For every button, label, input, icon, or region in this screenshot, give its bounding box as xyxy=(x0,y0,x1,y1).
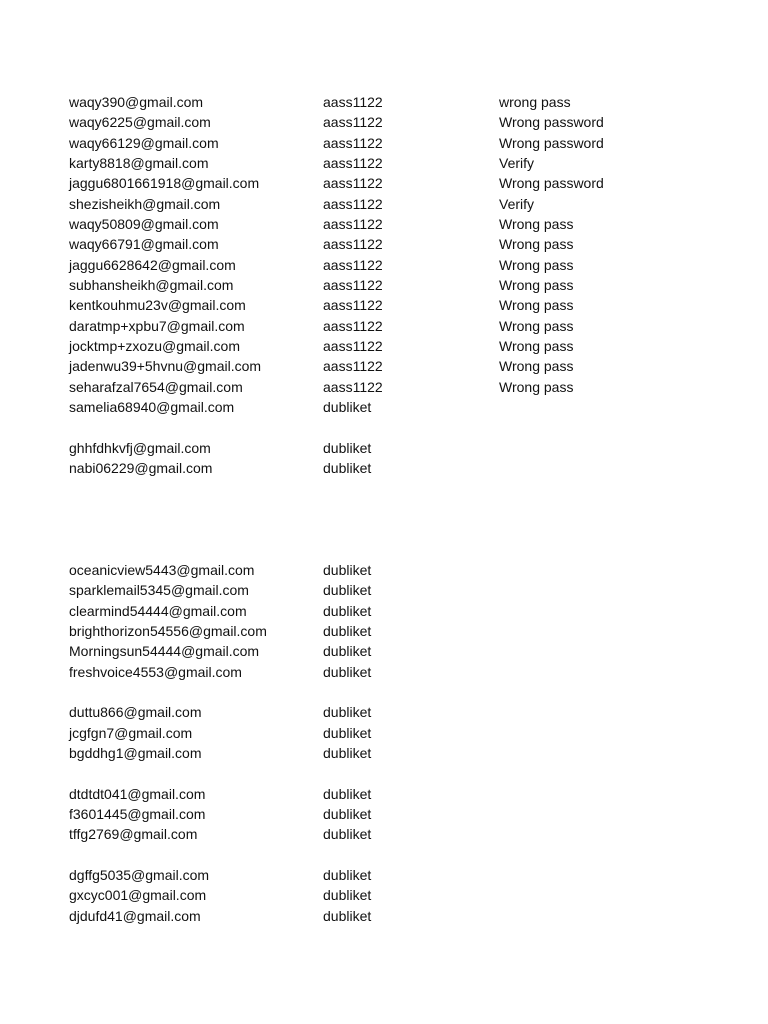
password-cell: aass1122 xyxy=(323,114,383,131)
password-cell: aass1122 xyxy=(323,297,383,314)
table-row xyxy=(69,397,709,417)
email-cell: seharafzal7654@gmail.com xyxy=(69,378,243,395)
table-row xyxy=(69,133,709,153)
table-row xyxy=(69,804,709,824)
email-cell: waqy6225@gmail.com xyxy=(69,114,211,131)
table-row xyxy=(69,763,709,783)
note-cell: Wrong pass xyxy=(499,297,574,314)
email-cell: dgffg5035@gmail.com xyxy=(69,867,210,884)
note-cell: Wrong pass xyxy=(499,378,574,395)
email-cell: samelia68940@gmail.com xyxy=(69,399,235,416)
email-cell: subhansheikh@gmail.com xyxy=(69,277,234,294)
email-cell: ghhfdhkvfj@gmail.com xyxy=(69,439,211,456)
email-cell: djdufd41@gmail.com xyxy=(69,907,201,924)
password-cell: aass1122 xyxy=(323,277,383,294)
email-cell: jaggu6801661918@gmail.com xyxy=(69,175,260,192)
table-row xyxy=(69,336,709,356)
password-cell: aass1122 xyxy=(323,195,383,212)
table-row xyxy=(69,234,709,254)
note-cell: Wrong password xyxy=(499,134,604,151)
email-cell: jocktmp+zxozu@gmail.com xyxy=(69,338,240,355)
table-row xyxy=(69,580,709,600)
password-cell: aass1122 xyxy=(323,358,383,375)
password-cell: dubliket xyxy=(323,663,372,680)
email-cell: waqy66791@gmail.com xyxy=(69,236,219,253)
table-row xyxy=(69,458,709,478)
table-row xyxy=(69,377,709,397)
note-cell: Wrong pass xyxy=(499,358,574,375)
table-row xyxy=(69,601,709,621)
password-cell: dubliket xyxy=(323,460,372,477)
note-cell: Wrong pass xyxy=(499,256,574,273)
password-cell: dubliket xyxy=(323,724,372,741)
password-cell: aass1122 xyxy=(323,378,383,395)
table-row xyxy=(69,906,709,926)
table-row xyxy=(69,723,709,743)
table-row xyxy=(69,702,709,722)
email-cell: Morningsun54444@gmail.com xyxy=(69,643,260,660)
table-row xyxy=(69,845,709,865)
note-cell: Wrong pass xyxy=(499,338,574,355)
email-cell: waqy390@gmail.com xyxy=(69,94,204,110)
note-cell: Wrong pass xyxy=(499,317,574,334)
password-cell: dubliket xyxy=(323,907,372,924)
note-cell: Verify xyxy=(499,195,535,212)
password-cell: aass1122 xyxy=(323,338,383,355)
password-cell: dubliket xyxy=(323,622,372,639)
email-cell: tffg2769@gmail.com xyxy=(69,826,198,843)
table-row xyxy=(69,194,709,214)
table-row xyxy=(69,499,709,519)
password-cell: dubliket xyxy=(323,867,372,884)
table-row xyxy=(69,621,709,641)
table-row xyxy=(69,418,709,438)
table-row xyxy=(69,275,709,295)
password-cell: dubliket xyxy=(323,561,372,578)
email-cell: jcgfgn7@gmail.com xyxy=(69,724,193,741)
table-row xyxy=(69,92,709,112)
password-cell: aass1122 xyxy=(323,94,383,110)
email-cell: jaggu6628642@gmail.com xyxy=(69,256,236,273)
email-cell: gxcyc001@gmail.com xyxy=(69,887,207,904)
email-cell: kentkouhmu23v@gmail.com xyxy=(69,297,246,314)
password-cell: aass1122 xyxy=(323,155,383,172)
table-row xyxy=(69,214,709,234)
email-cell: bgddhg1@gmail.com xyxy=(69,745,202,761)
password-cell: aass1122 xyxy=(323,256,383,273)
table-row xyxy=(69,479,709,499)
email-cell: duttu866@gmail.com xyxy=(69,704,202,721)
email-cell: jadenwu39+5hvnu@gmail.com xyxy=(69,358,262,375)
email-cell: clearmind54444@gmail.com xyxy=(69,602,247,619)
table-row xyxy=(69,438,709,458)
email-cell: freshvoice4553@gmail.com xyxy=(69,663,242,680)
email-cell: nabi06229@gmail.com xyxy=(69,460,213,477)
email-cell: shezisheikh@gmail.com xyxy=(69,195,221,212)
table-row xyxy=(69,662,709,682)
note-cell: wrong pass xyxy=(499,94,571,110)
table-row xyxy=(69,560,709,580)
table-row xyxy=(69,519,709,539)
email-cell: sparklemail5345@gmail.com xyxy=(69,582,249,599)
table-row xyxy=(69,682,709,702)
password-cell: dubliket xyxy=(323,643,372,660)
password-cell: dubliket xyxy=(323,704,372,721)
password-cell: aass1122 xyxy=(323,317,383,334)
table-row xyxy=(69,356,709,376)
table-row xyxy=(69,112,709,132)
note-cell: Wrong password xyxy=(499,114,604,131)
password-cell: dubliket xyxy=(323,439,372,456)
email-cell: waqy66129@gmail.com xyxy=(69,134,219,151)
table-row xyxy=(69,316,709,336)
email-cell: dtdtdt041@gmail.com xyxy=(69,785,206,802)
email-cell: f3601445@gmail.com xyxy=(69,806,206,823)
note-cell: Wrong password xyxy=(499,175,604,192)
note-cell: Wrong pass xyxy=(499,277,574,294)
password-cell: dubliket xyxy=(323,785,372,802)
email-cell: daratmp+xpbu7@gmail.com xyxy=(69,317,245,334)
table-row xyxy=(69,255,709,275)
password-cell: dubliket xyxy=(323,887,372,904)
table-row xyxy=(69,295,709,315)
password-cell: dubliket xyxy=(323,399,372,416)
note-cell: Verify xyxy=(499,155,535,172)
table-row xyxy=(69,824,709,844)
password-cell: aass1122 xyxy=(323,236,383,253)
password-cell: aass1122 xyxy=(323,216,383,233)
table-row xyxy=(69,865,709,885)
note-cell: Wrong pass xyxy=(499,236,574,253)
password-cell: aass1122 xyxy=(323,175,383,192)
table-row xyxy=(69,885,709,905)
email-cell: oceanicview5443@gmail.com xyxy=(69,561,255,578)
table-row xyxy=(69,743,709,763)
email-cell: waqy50809@gmail.com xyxy=(69,216,219,233)
password-cell: dubliket xyxy=(323,602,372,619)
document-table xyxy=(69,92,709,926)
password-cell: aass1122 xyxy=(323,134,383,151)
password-cell: dubliket xyxy=(323,806,372,823)
password-cell: dubliket xyxy=(323,745,372,761)
password-cell: dubliket xyxy=(323,582,372,599)
password-cell: dubliket xyxy=(323,826,372,843)
note-cell: Wrong pass xyxy=(499,216,574,233)
table-row xyxy=(69,540,709,560)
table-row xyxy=(69,784,709,804)
email-cell: brighthorizon54556@gmail.com xyxy=(69,622,267,639)
table-row xyxy=(69,641,709,661)
table-row xyxy=(69,153,709,173)
email-cell: karty8818@gmail.com xyxy=(69,155,209,172)
table-row xyxy=(69,173,709,193)
